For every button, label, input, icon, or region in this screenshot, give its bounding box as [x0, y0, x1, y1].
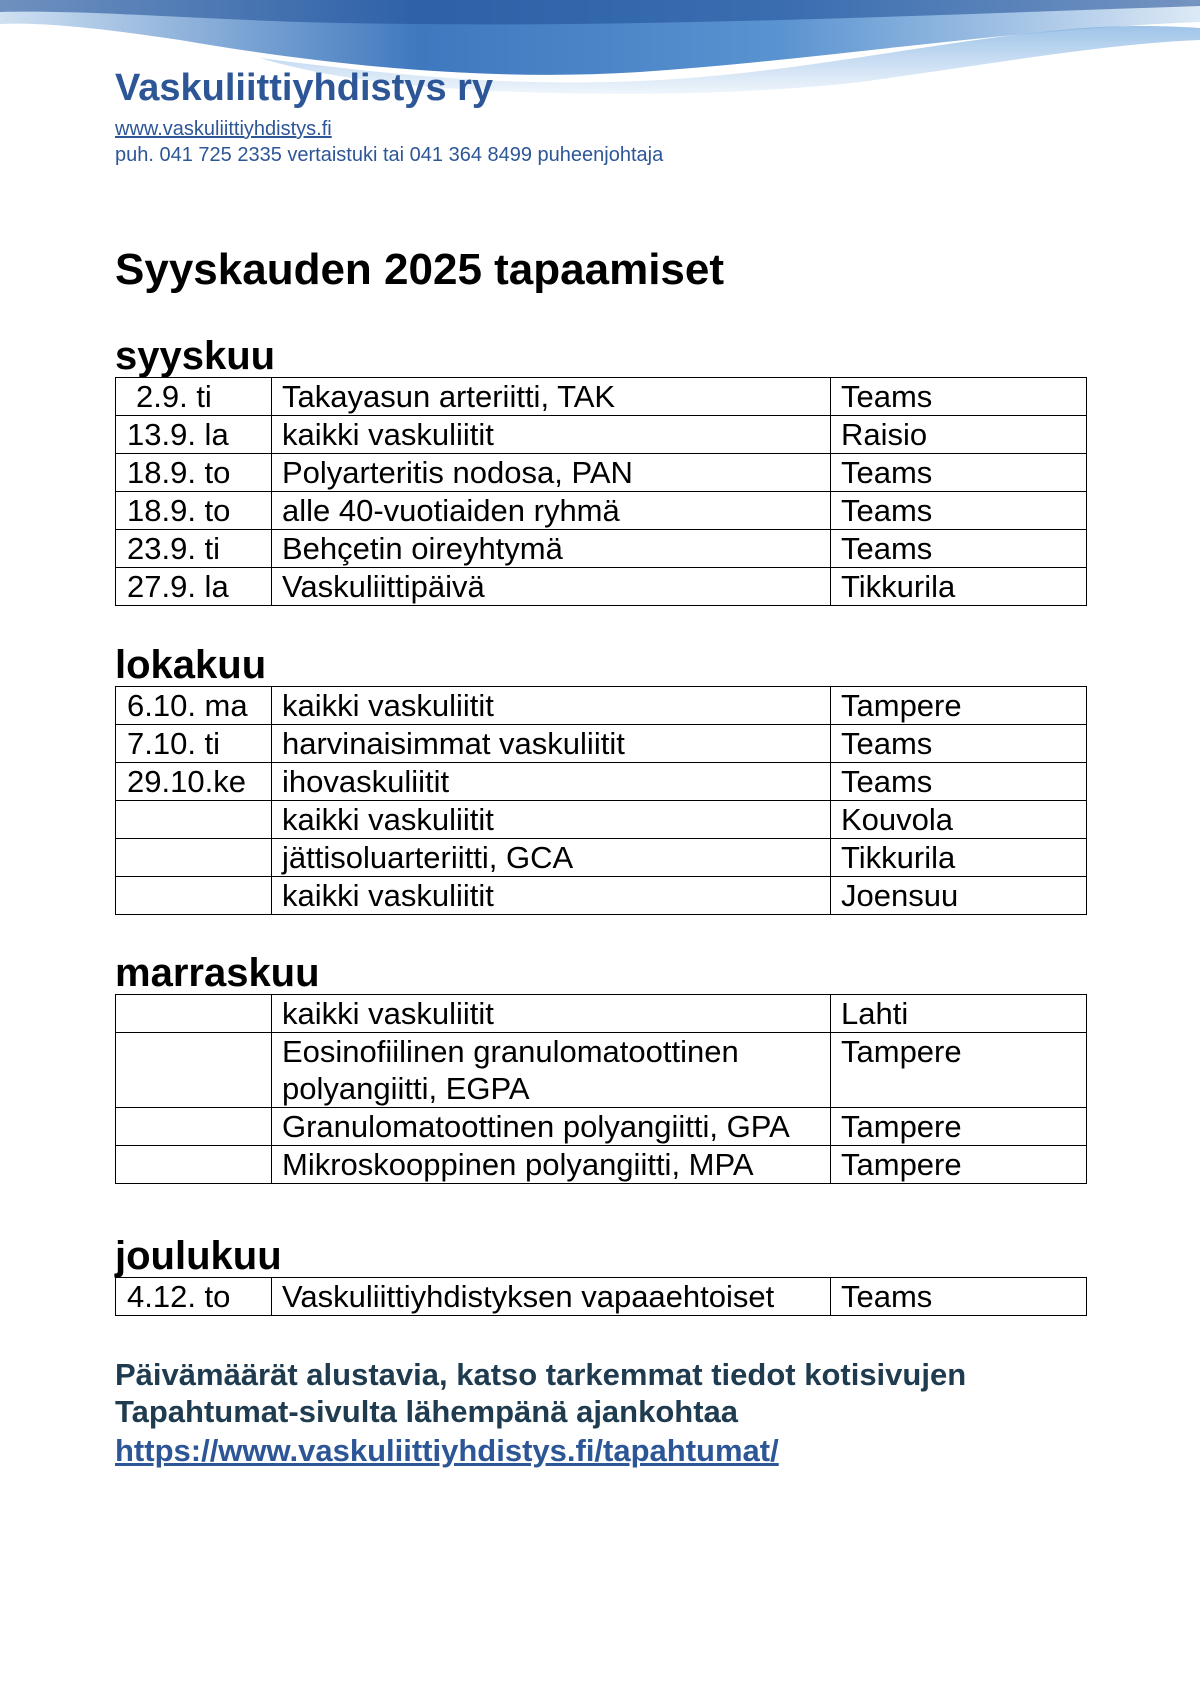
event-topic: Behçetin oireyhtymä — [272, 530, 831, 568]
event-location: Teams — [831, 378, 1087, 416]
event-location: Tampere — [831, 1033, 1087, 1108]
event-topic: Vaskuliittipäivä — [272, 568, 831, 606]
event-location: Tikkurila — [831, 568, 1087, 606]
organization-name: Vaskuliittiyhdistys ry — [115, 67, 494, 109]
event-date: 2.9. ti — [116, 378, 272, 416]
events-table-marraskuu — [115, 994, 1087, 1184]
website-link[interactable]: www.vaskuliittiyhdistys.fi — [115, 118, 332, 140]
event-location: Kouvola — [831, 801, 1087, 839]
event-topic: kaikki vaskuliitit — [272, 416, 831, 454]
events-page-link[interactable]: https://www.vaskuliittiyhdistys.fi/tapahtumat/ — [115, 1433, 779, 1468]
event-topic: kaikki vaskuliitit — [272, 687, 831, 725]
event-topic: kaikki vaskuliitit — [272, 877, 831, 915]
table-row — [116, 492, 1087, 530]
event-date — [116, 1146, 272, 1184]
event-date: 18.9. to — [116, 492, 272, 530]
month-heading-joulukuu: joulukuu — [115, 1234, 282, 1278]
event-location: Teams — [831, 725, 1087, 763]
month-heading-syyskuu: syyskuu — [115, 334, 276, 378]
table-row — [116, 1146, 1087, 1184]
event-topic: kaikki vaskuliitit — [272, 801, 831, 839]
month-heading-lokakuu: lokakuu — [115, 643, 267, 687]
event-topic: Granulomatoottinen polyangiitti, GPA — [272, 1108, 831, 1146]
month-heading-marraskuu: marraskuu — [115, 951, 320, 995]
event-topic: harvinaisimmat vaskuliitit — [272, 725, 831, 763]
event-location: Raisio — [831, 416, 1087, 454]
event-topic: alle 40-vuotiaiden ryhmä — [272, 492, 831, 530]
event-topic: jättisoluarteriitti, GCA — [272, 839, 831, 877]
table-row — [116, 877, 1087, 915]
event-topic: Mikroskooppinen polyangiitti, MPA — [272, 1146, 831, 1184]
event-date — [116, 801, 272, 839]
event-topic: Eosinofiilinen granulomatoottinen polyangiitti, EGPA — [272, 1033, 831, 1108]
event-location: Teams — [831, 763, 1087, 801]
event-date: 29.10.ke — [116, 763, 272, 801]
events-table-lokakuu — [115, 686, 1087, 915]
event-topic: Takayasun arteriitti, TAK — [272, 378, 831, 416]
event-topic: Polyarteritis nodosa, PAN — [272, 454, 831, 492]
table-row — [116, 725, 1087, 763]
event-date: 23.9. ti — [116, 530, 272, 568]
event-location: Teams — [831, 454, 1087, 492]
event-topic: ihovaskuliitit — [272, 763, 831, 801]
table-row — [116, 1033, 1087, 1108]
event-location: Teams — [831, 492, 1087, 530]
event-location: Tampere — [831, 1146, 1087, 1184]
event-location: Joensuu — [831, 877, 1087, 915]
table-row — [116, 454, 1087, 492]
event-topic: kaikki vaskuliitit — [272, 995, 831, 1033]
phone-contacts: puh. 041 725 2335 vertaistuki tai 041 364 8499 puheenjohtaja — [115, 144, 664, 166]
events-table-joulukuu — [115, 1277, 1087, 1316]
event-date: 27.9. la — [116, 568, 272, 606]
event-date: 13.9. la — [116, 416, 272, 454]
table-row — [116, 995, 1087, 1033]
table-row — [116, 687, 1087, 725]
page-title: Syyskauden 2025 tapaamiset — [115, 245, 725, 294]
event-date: 6.10. ma — [116, 687, 272, 725]
event-date — [116, 1033, 272, 1108]
table-row — [116, 801, 1087, 839]
events-table-syyskuu — [115, 377, 1087, 606]
table-row — [116, 416, 1087, 454]
table-row — [116, 763, 1087, 801]
event-date — [116, 839, 272, 877]
event-location: Teams — [831, 530, 1087, 568]
footer-note: Päivämäärät alustavia, katso tarkemmat tiedot kotisivujen Tapahtumat-sivulta lähempänä ajankohtaa — [115, 1357, 967, 1429]
event-date — [116, 877, 272, 915]
event-date: 4.12. to — [116, 1278, 272, 1316]
table-row — [116, 378, 1087, 416]
event-date: 7.10. ti — [116, 725, 272, 763]
event-date — [116, 1108, 272, 1146]
event-date: 18.9. to — [116, 454, 272, 492]
table-row — [116, 530, 1087, 568]
table-row — [116, 839, 1087, 877]
event-location: Lahti — [831, 995, 1087, 1033]
table-row — [116, 1108, 1087, 1146]
event-location: Teams — [831, 1278, 1087, 1316]
table-row — [116, 1278, 1087, 1316]
event-date — [116, 995, 272, 1033]
event-location: Tikkurila — [831, 839, 1087, 877]
event-location: Tampere — [831, 687, 1087, 725]
event-location: Tampere — [831, 1108, 1087, 1146]
table-row — [116, 568, 1087, 606]
event-topic: Vaskuliittiyhdistyksen vapaaehtoiset — [272, 1278, 831, 1316]
